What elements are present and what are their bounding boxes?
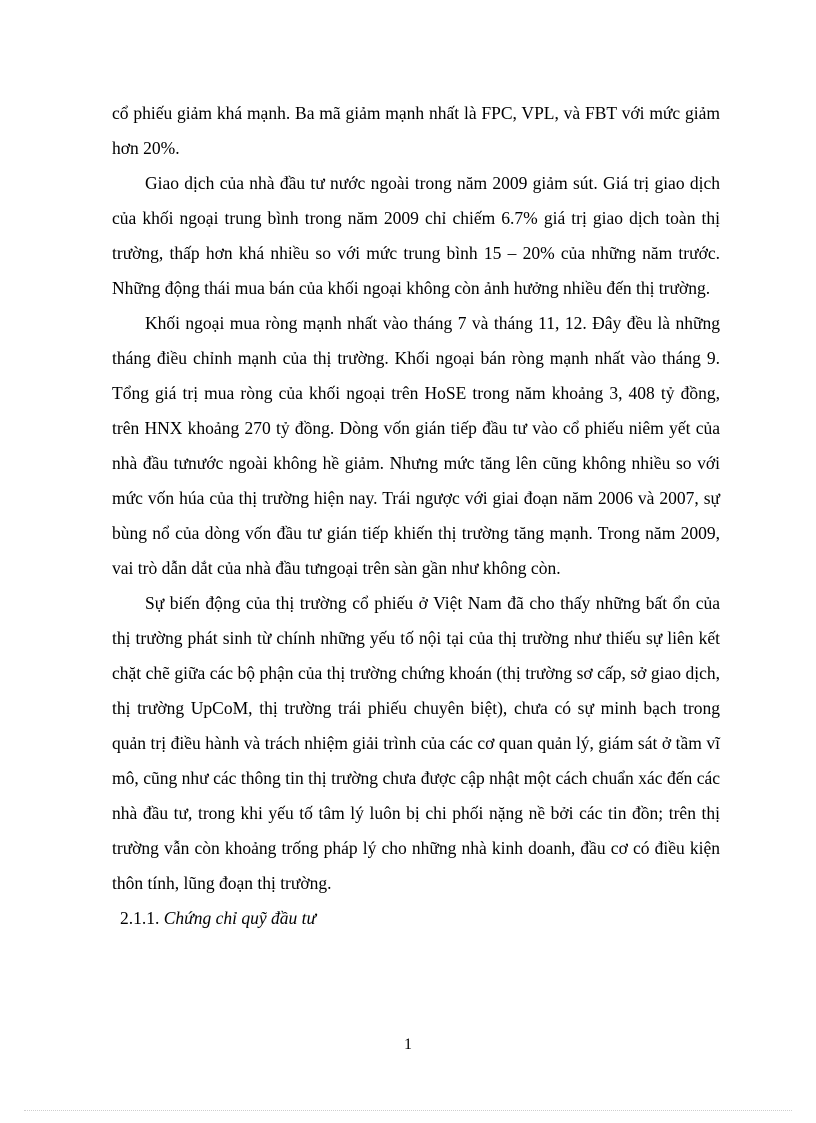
paragraph-continuation: cổ phiếu giảm khá mạnh. Ba mã giảm mạnh nhất là FPC, VPL, và FBT với mức giảm hơn 20%. (112, 103, 720, 158)
section-heading (112, 901, 720, 936)
paragraph-net-buying: Khối ngoại mua ròng mạnh nhất vào tháng 7 và tháng 11, 12. Đây đều là những tháng điều chỉnh mạnh của thị trường. Khối ngoại bán ròng mạnh nhất vào tháng 9. Tổng giá trị mua ròng của khối ngoại trên HoSE trong năm khoảng 3, 408 tỷ đồng, trên HNX khoảng 270 tỷ đồng. Dòng vốn gián tiếp đầu tư vào cổ phiếu niêm yết của nhà đầu tưnước ngoài không hề giảm. Nhưng mức tăng lên cũng không nhiều so với mức vốn húa của thị trường hiện nay. Trái ngược với giai đoạn năm 2006 và 2007, sự bùng nổ của dòng vốn đầu tư gián tiếp khiến thị trường tăng mạnh. Trong năm 2009, vai trò dẫn dắt của nhà đầu tưngoại trên sàn gần như không còn. (112, 313, 720, 578)
section-number: 2.1.1. (120, 908, 160, 928)
paragraph-foreign-trading: Giao dịch của nhà đầu tư nước ngoài trong năm 2009 giảm sút. Giá trị giao dịch của khối ngoại trung bình trong năm 2009 chỉ chiếm 6.7% giá trị giao dịch toàn thị trường, thấp hơn khá nhiều so với mức trung bình 15 – 20% của những năm trước. Những động thái mua bán của khối ngoại không còn ảnh hưởng nhiều đến thị trường. (112, 173, 720, 298)
page-bottom-edge (24, 1110, 792, 1111)
page-body (112, 96, 720, 936)
page-number: 1 (404, 1036, 412, 1053)
section-title: Chứng chỉ quỹ đầu tư (163, 908, 317, 928)
paragraph-market-instability: Sự biến động của thị trường cổ phiếu ở Việt Nam đã cho thấy những bất ổn của thị trường phát sinh từ chính những yếu tố nội tại của thị trường như thiếu sự liên kết chặt chẽ giữa các bộ phận của thị trường chứng khoán (thị trường sơ cấp, sở giao dịch, thị trường UpCoM, thị trường trái phiếu chuyên biệt), chưa có sự minh bạch trong quản trị điều hành và trách nhiệm giải trình của các cơ quan quản lý, giám sát ở tầm vĩ mô, cũng như các thông tin thị trường chưa được cập nhật một cách chuẩn xác đến các nhà đầu tư, trong khi yếu tố tâm lý luôn bị chi phối nặng nề bởi các tin đồn; trên thị trường vẫn còn khoảng trống pháp lý cho những nhà kinh doanh, đầu cơ có điều kiện thôn tính, lũng đoạn thị trường. (112, 593, 720, 893)
